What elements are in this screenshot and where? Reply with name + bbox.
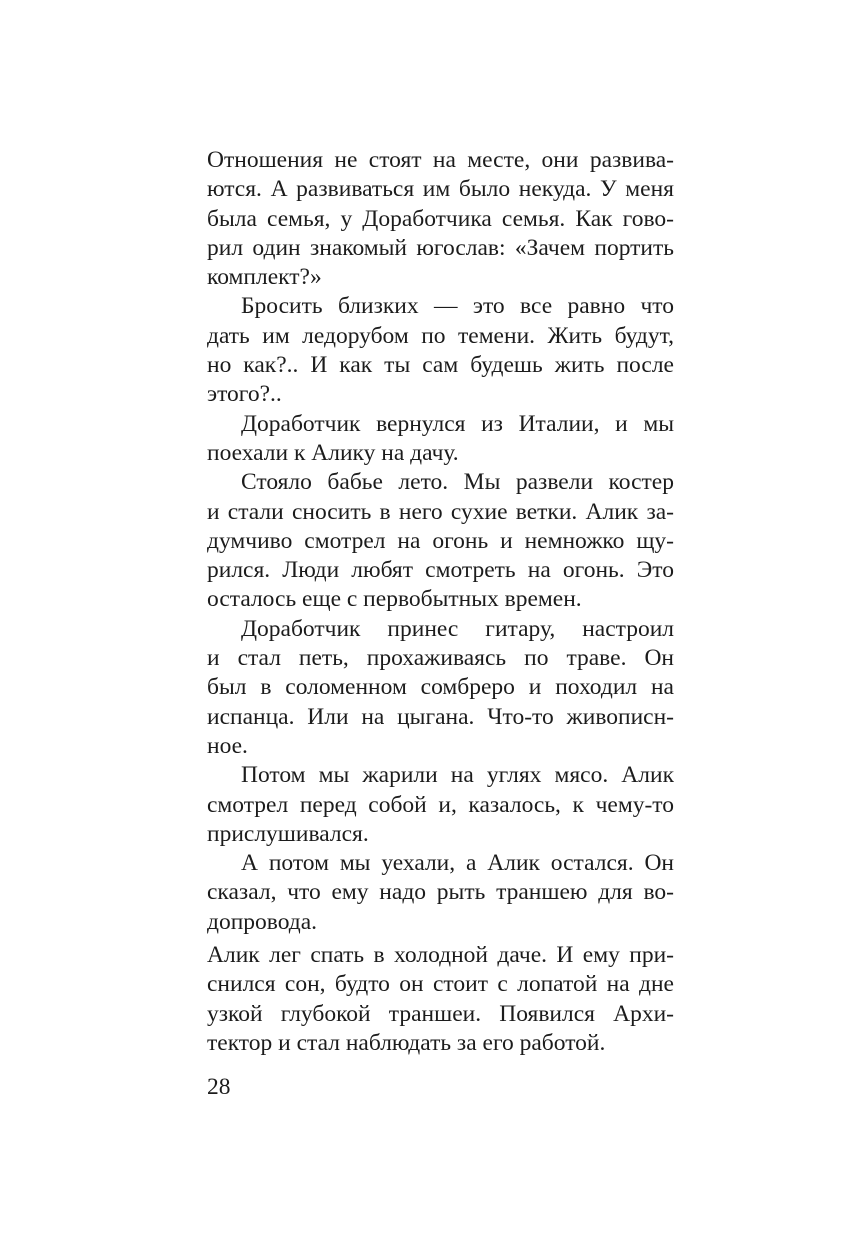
text-line: дать им ледорубом по темени. Жить будут,: [207, 322, 674, 349]
text-block-main: [207, 146, 674, 937]
text-line: А потом мы уехали, а Алик остался. Он: [241, 850, 674, 877]
text-line: но как?.. И как ты сам будешь жить после: [207, 352, 674, 379]
text-line: узкой глубокой траншеи. Появился Архи-: [207, 1000, 674, 1027]
text-line: была семья, у Доработчика семья. Как гово-: [207, 205, 674, 232]
text-line: и стал петь, прохаживаясь по траве. Он: [207, 645, 674, 672]
text-line: Стояло бабье лето. Мы развели костер: [241, 469, 674, 496]
text-line: ное.: [207, 732, 248, 759]
text-line: сказал, что ему надо рыть траншею для во-: [207, 879, 674, 906]
text-line: прислушивался.: [207, 820, 369, 847]
text-line: рил один знакомый югослав: «Зачем портить: [207, 234, 674, 261]
text-line: снился сон, будто он стоит с лопатой на дне: [207, 971, 674, 998]
text-line: комплект?»: [207, 264, 322, 291]
text-line: поехали к Алику на дачу.: [207, 439, 459, 466]
text-line: думчиво смотрел на огонь и немножко щу-: [207, 527, 674, 554]
page-number: 28: [207, 1074, 231, 1100]
text-line: смотрел перед собой и, казалось, к чему-то: [207, 791, 674, 818]
text-line: испанца. Или на цыгана. Что-то живописн-: [207, 703, 674, 730]
text-line: Бросить близких — это все равно что: [241, 293, 674, 320]
text-line: Доработчик принес гитару, настроил: [241, 615, 674, 642]
text-line: и стали сносить в него сухие ветки. Алик за-: [207, 498, 674, 525]
text-line: рился. Люди любят смотреть на огонь. Это: [207, 557, 674, 584]
text-line: был в соломенном сомбреро и походил на: [207, 674, 674, 701]
text-block-section: [207, 941, 674, 1058]
text-line: ются. А развиваться им было некуда. У меня: [207, 176, 674, 203]
text-line: Потом мы жарили на углях мясо. Алик: [241, 762, 674, 789]
text-line: Отношения не стоят на месте, они развива-: [207, 147, 674, 173]
text-line: Алик лег спать в холодной даче. И ему при-: [207, 942, 674, 968]
text-line: допровода.: [207, 908, 318, 935]
text-line: осталось еще с первобытных времен.: [207, 586, 582, 613]
text-line: тектор и стал наблюдать за его работой.: [207, 1029, 606, 1056]
text-line: этого?..: [207, 381, 282, 408]
text-line: Доработчик вернулся из Италии, и мы: [241, 410, 674, 437]
